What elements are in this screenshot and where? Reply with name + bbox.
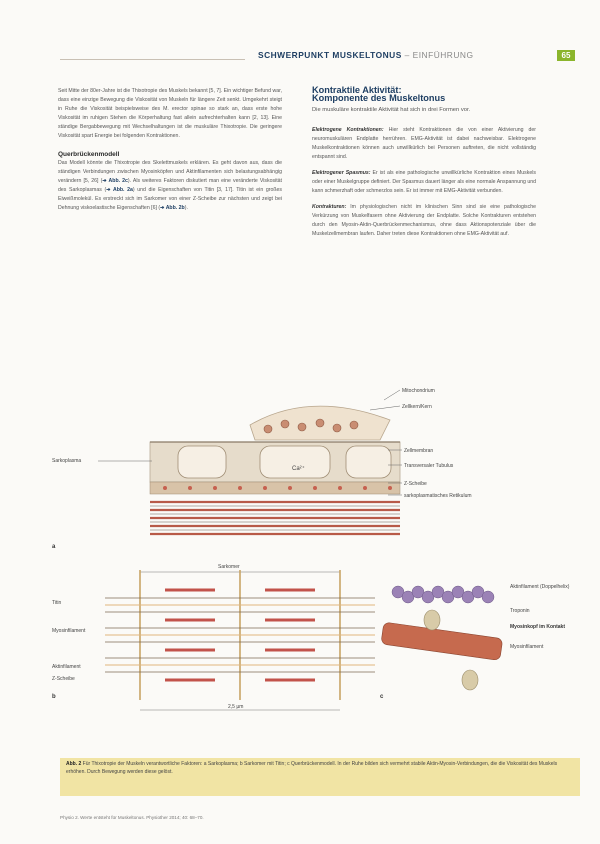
figure-caption bbox=[60, 758, 580, 796]
caption-text: Für Thixotropie der Muskeln verantwortliche Faktoren: a Sarkoplasma; b Sarkomer mit Titin; c Querbrückenmodell. In der Ruhe bilden sich vermehrt stabile Aktin-Myosin-Verbindungen, die die Viskosität des Muskels erhöhen. Durch Bewegung werden diese gelöst. bbox=[66, 761, 558, 775]
t-tubules bbox=[178, 446, 391, 478]
intro-paragraph: Seit Mitte der 80er-Jahre ist die Thixotropie des Muskels bekannt [5, 7]. Ein wichtiger Befund war, dass eine einzige Bewegung die Viskosität von Muskeln für längere Zeit senkt. Umgekehrt steigt in Ruhe die Viskosität beispielsweise des M. erector spinae so stark an, dass erste hohe Viskosität im ruhigen Stehen die Körperhaltung fast allein aufrechterhalten kann [2, 13]. Eine ständige Bergabbewegung mit Wechselhaltungen ist die muskuläre Thixotropie. Die geringere Viskosität spart Energie bei folgenden Kontraktionen. bbox=[58, 88, 282, 139]
section-title-line2: Komponente des Muskeltonus bbox=[312, 93, 446, 103]
label-mitochondrion: Mitochondrium bbox=[402, 388, 435, 394]
header-rule bbox=[60, 59, 245, 60]
label-cell-membrane: Zellmembran bbox=[404, 448, 434, 454]
figure-muscle-thixotropy bbox=[40, 380, 570, 750]
querbruecken-paragraph: Das Modell könnte die Thixotropie des Skelettmuskels erklären. Es geht davon aus, dass die ständigen Verbindungen zwischen Myosinköpfen und Aktinfilamenten sich belastungsabhängig verändern [5, 26] (➔ Abb. 2c). Als weiteres Faktoren diskutiert man eine veränderte Viskosität des Sarkoplasmas (➔ Abb. 2a) und die Eigenschaften von Titin [3, 17]. Titin ist ein großes Eiweißmolekül. Es erstreckt sich im Sarkomer von einer Z-Scheibe zur nächsten und zeigt bei Dehnung viskoelastische Eigenschaften [6] (➔ Abb. 2b). bbox=[58, 160, 282, 211]
label-myosin-head: Myosinkopf im Kontakt bbox=[510, 624, 566, 630]
term-kontrakturen: Kontrakturen: bbox=[312, 204, 347, 210]
panel-a-sarcoplasm bbox=[52, 388, 472, 550]
label-actin: Aktinfilament bbox=[52, 664, 81, 670]
label-sarkoplasma: Sarkoplasma bbox=[52, 458, 82, 464]
label-actin-c: Aktinfilament (Doppelhelix) bbox=[510, 584, 570, 590]
sarcoplasmic-reticulum bbox=[150, 482, 400, 494]
label-calcium: Ca²⁺ bbox=[292, 466, 305, 472]
paragraph-elektrogener-spasmus: Elektrogener Spasmus: Er ist als eine pathologische unwillkürliche Kontraktion eines Muskels oder einer Muskelgruppe definiert. Der Spasmus dauert länger als eine normale Anspannung und kann schmerzhaft oder schmerzlos sein. Er ist immer mit EMG-Aktivität verbunden. bbox=[312, 170, 536, 194]
page-header bbox=[0, 25, 600, 60]
page-number: 65 bbox=[557, 50, 575, 61]
label-sarcomere: Sarkomer bbox=[218, 564, 240, 570]
myosin-head-1 bbox=[424, 610, 440, 630]
myosin-filament-shape bbox=[381, 622, 503, 660]
label-myosin-c: Myosinfilament bbox=[510, 644, 544, 650]
label-panel-b: b bbox=[52, 694, 56, 700]
section-heading-querbruecken: Querbrückenmodell bbox=[58, 151, 120, 158]
label-panel-c: c bbox=[380, 694, 384, 700]
panel-c-crossbridge bbox=[380, 584, 570, 700]
panel-b-sarcomere bbox=[52, 564, 375, 710]
label-troponin: Troponin bbox=[510, 608, 530, 614]
figure-ref-2c[interactable]: ➔ Abb. 2c bbox=[102, 178, 128, 184]
figure-ref-2b[interactable]: ➔ Abb. 2b bbox=[160, 205, 185, 211]
section-lead: Die muskuläre kontraktile Aktivität hat sich in drei Formen vor. bbox=[312, 107, 471, 113]
header-section: SCHWERPUNKT MUSKELTONUS bbox=[258, 50, 402, 60]
footnote: Physio 2. Werte entsteht für Muskeltonus. Physiother 2014; 40: 68–70. bbox=[60, 815, 204, 820]
label-panel-a: a bbox=[52, 544, 56, 550]
left-column bbox=[58, 87, 282, 220]
label-z-disc: Z-Scheibe bbox=[52, 676, 75, 682]
myofibril-lines-a bbox=[150, 502, 400, 534]
label-z-disc-top: Z-Scheibe bbox=[404, 481, 427, 487]
running-head bbox=[258, 50, 473, 60]
term-elektrogene-kontraktionen: Elektrogene Kontraktionen: bbox=[312, 127, 384, 133]
figure-ref-2a[interactable]: ➔ Abb. 2a bbox=[106, 187, 133, 193]
header-separator: – bbox=[404, 50, 410, 60]
label-titin: Titin bbox=[52, 600, 62, 606]
label-myosin: Myosinfilament bbox=[52, 628, 86, 634]
label-scale: 2,5 µm bbox=[228, 704, 244, 710]
paragraph-kontrakturen: Kontrakturen: Im physiologischen nicht im klinischen Sinn sind sie eine pathologische Verkürzung von Muskelfasern ohne Aktivierung der Endplatte. Solche Kontrakturen entstehen durch den Myosin-Aktin-Querbrückenmechanismus, ohne dass Aktionspotenziale über die Muskelzellmembran laufen. Daher treten diese Kontraktionen ohne EMG-Aktivität auf. bbox=[312, 204, 536, 237]
term-elektrogener-spasmus: Elektrogener Spasmus: bbox=[312, 170, 371, 176]
right-column bbox=[312, 87, 536, 246]
paragraph-elektrogene-kontraktionen: Elektrogene Kontraktionen: Hier steht Kontraktionen die von einer Aktivierung der neuromuskulären Endplatte herrühren. EMG-Aktivität ist dabei nachweisbar. Elektrogene Muskelkontraktionen können auch unwillkürlich bei Personen auftreten, die nicht vollständig entspannt sind. bbox=[312, 127, 536, 160]
myosin-head-2 bbox=[462, 670, 478, 690]
caption-label: Abb. 2 bbox=[66, 761, 82, 767]
label-t-tubule: Transversaler Tubulus bbox=[404, 463, 454, 469]
header-subsection: EINFÜHRUNG bbox=[412, 50, 474, 60]
label-nucleus: Zellkern/Kern bbox=[402, 404, 432, 410]
section-title-line1: Kontraktile Aktivität: bbox=[312, 85, 402, 95]
actin-helix bbox=[392, 586, 494, 603]
label-sr: sarkoplasmatisches Retikulum bbox=[404, 493, 472, 499]
